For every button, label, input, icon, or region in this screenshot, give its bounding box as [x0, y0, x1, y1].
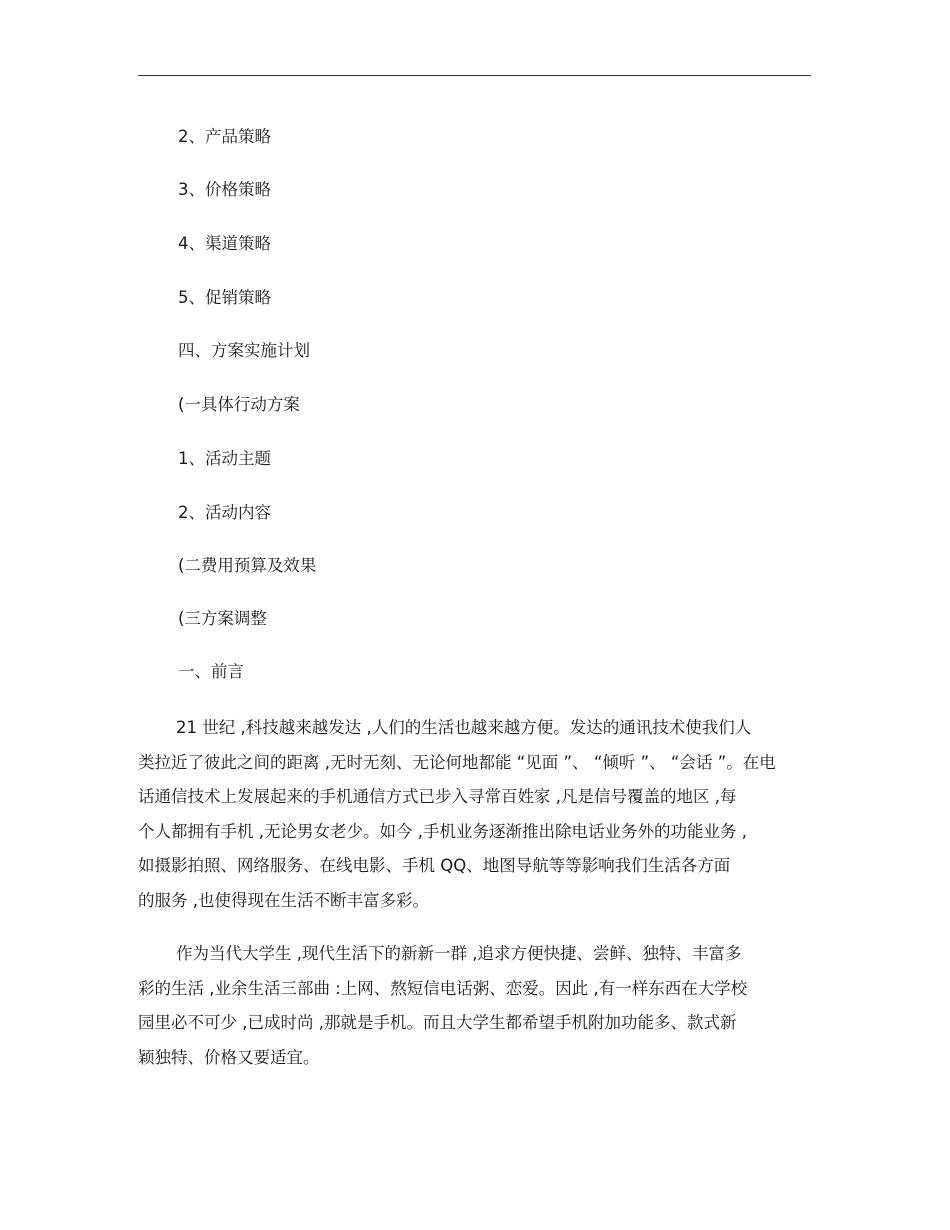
section-heading-foreword: 一、前言	[178, 662, 244, 681]
paragraph-line: 颖独特、价格又要适宜。	[138, 1047, 320, 1067]
paragraph-line: 作为当代大学生 ,现代生活下的新新一群 ,追求方便快捷、尝鲜、独特、丰富多	[176, 944, 742, 963]
paragraph-line: 类拉近了彼此之间的距离 ,无时无刻、无论何地都能 “见面 ”、 “倾听 ”、 “会话 ”。在电	[138, 752, 776, 772]
outline-item-channel-strategy: 4、渠道策略	[178, 234, 271, 253]
outline-item-plan-adjustment: (三方案调整	[178, 609, 267, 628]
paragraph-line: 21 世纪 ,科技越来越发达 ,人们的生活也越来越方便。发达的通讯技术使我们人	[176, 718, 752, 737]
foreword-paragraph-2	[138, 944, 818, 1082]
header-rule	[138, 75, 811, 76]
paragraph-line: 的服务 ,也使得现在生活不断丰富多彩。	[138, 890, 429, 910]
outline-item-price-strategy: 3、价格策略	[178, 180, 271, 199]
paragraph-line: 如摄影拍照、网络服务、在线电影、手机 QQ、地图导航等等影响我们生活各方面	[138, 856, 731, 875]
foreword-paragraph-1	[138, 718, 818, 925]
paragraph-line: 彩的生活 ,业余生活三部曲 :上网、熬短信电话粥、恋爱。因此 ,有一样东西在大学校	[138, 978, 748, 998]
outline-item-activity-theme: 1、活动主题	[178, 449, 271, 468]
outline-item-activity-content: 2、活动内容	[178, 503, 271, 522]
outline-heading-implementation-plan: 四、方案实施计划	[178, 341, 310, 360]
paragraph-line: 园里必不可少 ,已成时尚 ,那就是手机。而且大学生都希望手机附加功能多、款式新	[138, 1013, 737, 1032]
paragraph-line: 话通信技术上发展起来的手机通信方式已步入寻常百姓家 ,凡是信号覆盖的地区 ,每	[138, 787, 737, 806]
paragraph-line: 个人都拥有手机 ,无论男女老少。如今 ,手机业务逐渐推出除电话业务外的功能业务 ,	[138, 821, 747, 841]
outline-item-promotion-strategy: 5、促销策略	[178, 288, 271, 307]
outline-item-budget-effect: (二费用预算及效果	[178, 556, 317, 575]
outline-item-action-plan: (一具体行动方案	[178, 395, 300, 414]
outline-item-product-strategy: 2、产品策略	[178, 127, 271, 146]
